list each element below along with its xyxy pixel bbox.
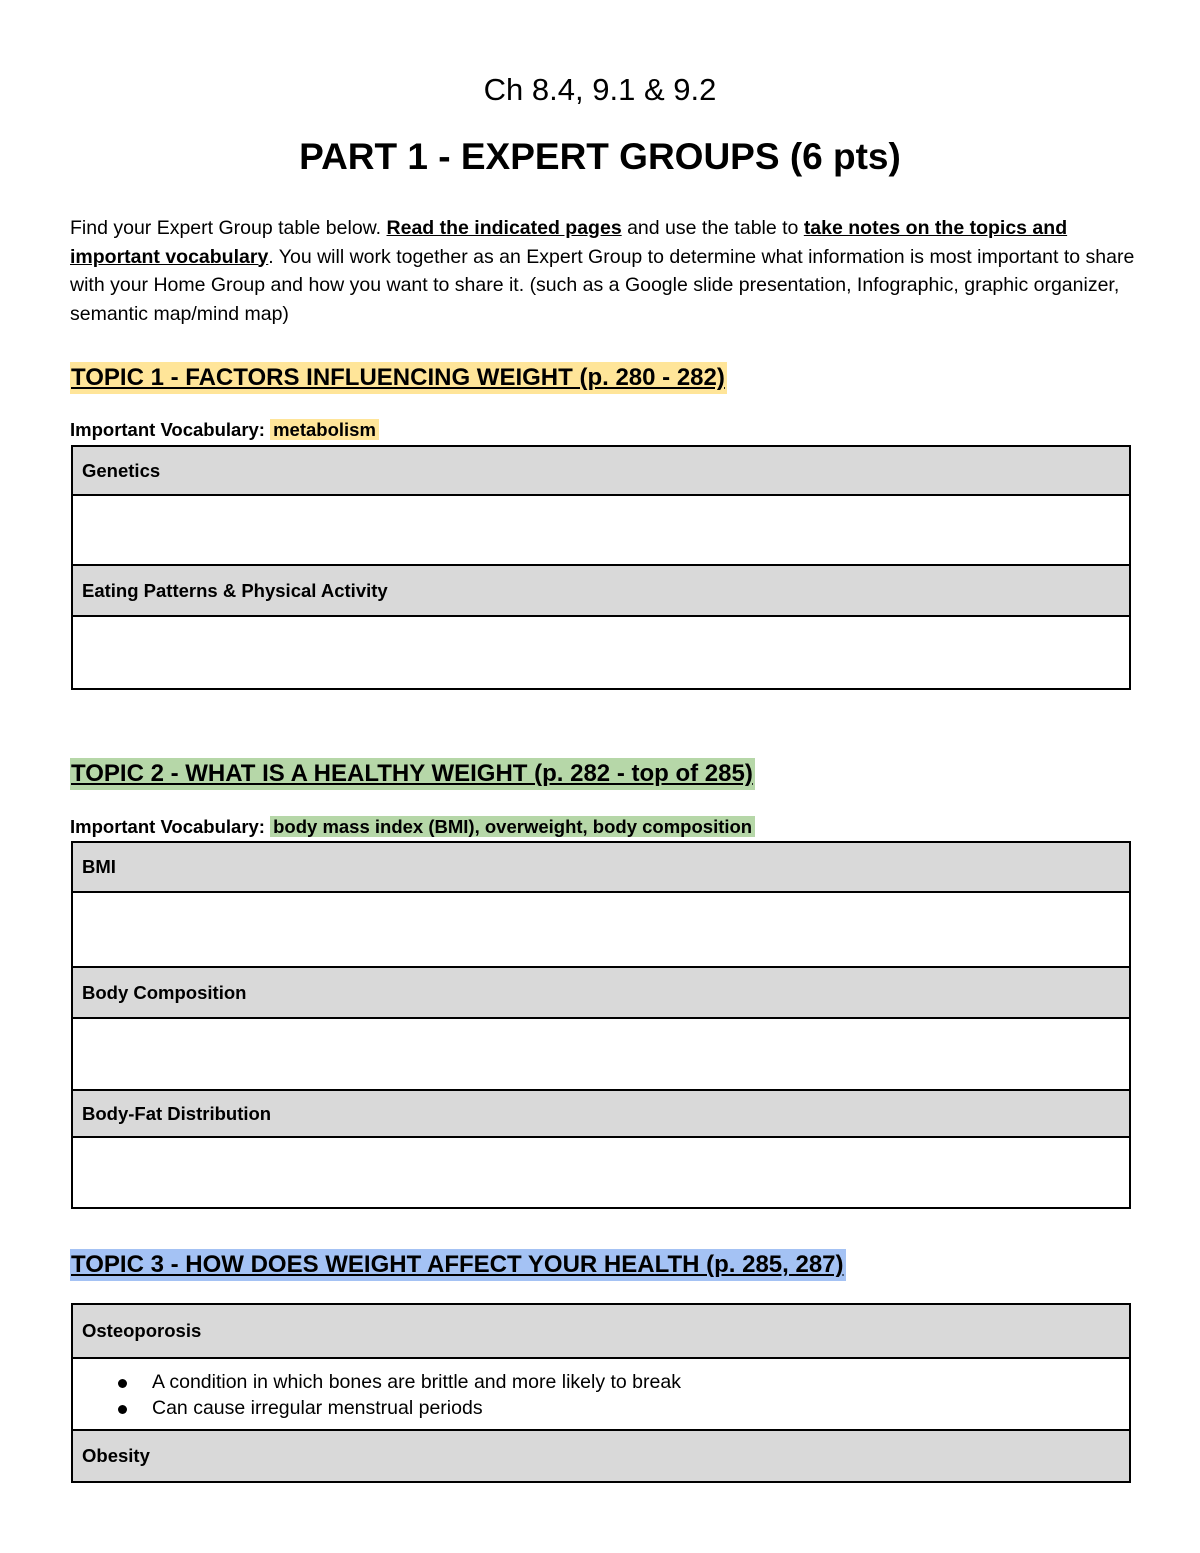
topic-2-notes-table <box>71 841 1131 1209</box>
notes-cell[interactable] <box>73 1136 1129 1207</box>
instructions-text: . You will work together as an Expert Group to determine what information is most important to share with your Home Group and how you want to share it. (such as a Google slide presentation, Infographic, graphic organizer, semantic map/mind map) <box>70 245 1135 325</box>
topic-1-vocabulary <box>70 417 379 443</box>
topic-2-heading: TOPIC 2 - WHAT IS A HEALTHY WEIGHT (p. 282 - top of 285) <box>70 758 755 790</box>
table-header-cell: Body Composition <box>73 966 1129 1017</box>
notes-cell[interactable] <box>73 1357 1129 1429</box>
vocabulary-terms: body mass index (BMI), overweight, body composition <box>270 816 755 837</box>
instructions-text: and use the table to <box>621 217 804 239</box>
notes-cell[interactable] <box>73 891 1129 966</box>
vocabulary-terms: metabolism <box>270 419 379 440</box>
instructions-emphasis: take notes on the topics and important vocabulary <box>70 217 1068 268</box>
page-title: PART 1 - EXPERT GROUPS (6 pts) <box>299 136 901 177</box>
table-header-cell: BMI <box>73 843 1129 891</box>
table-header-cell: Genetics <box>73 447 1129 494</box>
topic-1-notes-table <box>71 445 1131 690</box>
topic-3-heading: TOPIC 3 - HOW DOES WEIGHT AFFECT YOUR HEALTH (p. 285, 287) <box>70 1249 846 1281</box>
vocabulary-label: Important Vocabulary: <box>70 816 271 837</box>
notes-cell[interactable] <box>73 615 1129 688</box>
table-header-cell: Obesity <box>73 1429 1129 1481</box>
topic-3-notes-table <box>71 1303 1131 1483</box>
chapter-title: Ch 8.4, 9.1 & 9.2 <box>483 72 717 107</box>
vocabulary-label: Important Vocabulary: <box>70 419 271 440</box>
topic-1-heading: TOPIC 1 - FACTORS INFLUENCING WEIGHT (p. 280 - 282) <box>70 362 727 394</box>
notes-cell[interactable] <box>73 494 1129 564</box>
notes-cell[interactable] <box>73 1017 1129 1089</box>
table-header-cell: Osteoporosis <box>73 1305 1129 1357</box>
list-item: A condition in which bones are brittle and more likely to break <box>73 1369 1129 1395</box>
table-header-cell: Body-Fat Distribution <box>73 1089 1129 1136</box>
instructions-text: Find your Expert Group table below. <box>70 217 387 239</box>
list-item: Can cause irregular menstrual periods <box>73 1395 1129 1421</box>
topic-2-vocabulary <box>70 814 755 840</box>
table-header-cell: Eating Patterns & Physical Activity <box>73 564 1129 615</box>
notes-list <box>73 1369 1129 1421</box>
instructions-paragraph <box>70 214 1135 328</box>
instructions-emphasis: Read the indicated pages <box>386 217 622 239</box>
